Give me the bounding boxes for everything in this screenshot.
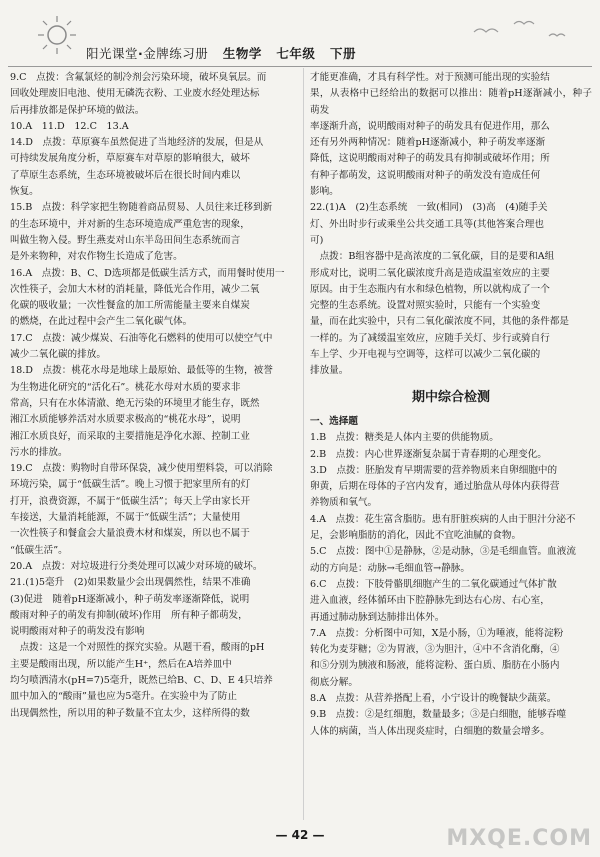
- text-line: 酸雨对种子的萌发有抑制(破坏)作用 所有种子都萌发，: [10, 609, 248, 621]
- text-line: 14.D 点拨：草原赛车虽然促进了当地经济的发展，但是从: [10, 137, 264, 149]
- column-divider: [303, 68, 304, 820]
- text-line: 的燃烧，在此过程中会产生二氧化碳气体。: [10, 316, 193, 328]
- text-line: 10.A 11.D 12.C 13.A: [10, 120, 129, 132]
- text-line: 可): [310, 234, 324, 246]
- text-line: 和⑤分别为胰液和肠液，能将淀粉、蛋白质、脂肪在小肠内: [310, 660, 560, 672]
- text-line: 5.C 点拨：图中①是静脉，②是动脉，③是毛细血管。血液流: [310, 546, 576, 558]
- text-line: 一次性筷子和餐盒会大量浪费木材和煤炭，所以也不属于: [10, 528, 250, 540]
- text-line: 点拨：B组容器中是高浓度的二氧化碳，目的是要和A组: [310, 251, 555, 263]
- text-line: 再通过肺动脉到达肺排出体外。: [310, 611, 445, 623]
- text-line: 均匀喷洒清水(pH=7)5毫升，既然已给B、C、D、E 4只培养: [10, 674, 273, 686]
- text-line: 才能更准确，才具有科学性。对于预测可能出现的实验结: [310, 72, 550, 83]
- text-line: “低碳生活”。: [10, 544, 68, 556]
- text-line: 可持续发展角度分析，草原赛车对草原的影响很大，破坏: [10, 153, 250, 165]
- text-line: 22.(1)A (2)生态系统 一致(相同) (3)高 (4)随手关: [310, 202, 548, 214]
- text-line: 是外来物种，对农作物生长造成了危害。: [10, 251, 183, 263]
- header-brand: 阳光课堂: [86, 46, 139, 61]
- text-line: 9.B 点拨：②是红细胞，数量最多；③是白细胞，能够吞噬: [310, 709, 567, 721]
- text-line: 污水的排放。: [10, 446, 68, 458]
- text-line: 出现偶然性，所以用的种子数量不宜太少，这样所得的数: [10, 707, 250, 719]
- text-line: 原因。由于生态瓶内有水和绿色植物，所以就构成了一个: [310, 283, 550, 295]
- right-column: [310, 70, 592, 740]
- header-series: 金牌练习册: [143, 46, 209, 61]
- header-title: 阳光课堂·金牌练习册 生物学 七年级 下册: [86, 46, 357, 61]
- text-line: 主要是酸雨出现，所以能产生H⁺，然后在A培养皿中: [10, 658, 232, 670]
- text-line: 16.A 点拨：B、C、D选项都是低碳生活方式，而用餐时使用一: [10, 267, 285, 279]
- text-line: 湘江水质能够养活对水质要求极高的“桃花水母”，说明: [10, 414, 241, 426]
- text-line: 形成对比，说明二氧化碳浓度升高是造成温室效应的主要: [310, 267, 550, 279]
- text-line: 人体的病菌，当人体出现炎症时，白细胞的数量会增多。: [310, 725, 550, 737]
- text-line: 进入血液，经体循环由下腔静脉先到达右心房、右心室，: [310, 595, 550, 607]
- text-line: 化碳的吸收量；一次性餐盒的加工所需能量主要来自煤炭: [10, 300, 250, 312]
- text-line: 点拨：这是一个对照性的探究实验。从题干看，酸雨的pH: [10, 642, 265, 654]
- header-rule: [8, 66, 592, 67]
- text-line: 足，会影响脂肪的消化，因此不宜吃油腻的食物。: [310, 530, 522, 542]
- text-line: 1.B 点拨：糖类是人体内主要的供能物质。: [310, 432, 499, 444]
- text-line: 转化为麦芽糖；②为胃液，③为胆汁，④中不含消化酶，④: [310, 644, 560, 656]
- text-line: 回收处理废旧电池、使用无磷洗衣粉、工业废水经处理达标: [10, 88, 260, 100]
- header-grade: 七年级: [276, 46, 316, 61]
- text-line: (3)促进 随着pH逐渐减小，种子萌发率逐渐降低，说明: [10, 593, 250, 605]
- text-line: 排放量。: [310, 365, 349, 377]
- text-line: 21.(1)5毫升 (2)如果数量少会出现偶然性，结果不准确: [10, 577, 251, 589]
- text-line: 动的方向是：动脉→毛细血管→静脉。: [310, 562, 470, 574]
- text-line: 皿中加入的“酸雨”量也应为5毫升。在实验中为了防止: [10, 691, 237, 703]
- text-line: 降低，这说明酸雨对种子的萌发具有抑制或破坏作用；所: [310, 153, 550, 165]
- page-header: [8, 6, 592, 64]
- text-line: 15.B 点拨：科学家把生物随着商品贸易、人员往来迁移到新: [10, 202, 273, 214]
- text-line: 车接送，大量消耗能源，不属于“低碳生活”；大量使用: [10, 512, 241, 524]
- text-line: 一样的。为了减缓温室效应，应随手关灯、步行或骑自行: [310, 332, 550, 344]
- text-line: 环境污染，属于“低碳生活”。晚上习惯于把家里所有的灯: [10, 479, 251, 491]
- subsection-title: 一、选择题: [310, 415, 358, 427]
- section-title: 期中综合检测: [411, 389, 490, 405]
- text-line: 的生态环境中，并对新的生态环境造成严重危害的现象，: [10, 218, 250, 230]
- left-column: [10, 70, 300, 722]
- page-number: — 42 —: [275, 828, 325, 842]
- text-line: 还有另外两种情况：随着pH逐渐减小，种子萌发率逐渐: [310, 137, 546, 149]
- birds-decoration-icon: [464, 12, 584, 58]
- text-line: 彻底分解。: [310, 676, 358, 688]
- text-line: 9.C 点拨：含氟氯烃的制冷剂会污染环境，破坏臭氧层。而: [10, 72, 267, 83]
- text-line: 果，从表格中已经给出的数据可以推出：随着pH逐渐减小，种子萌发: [310, 88, 592, 116]
- text-line: 了草原生态系统，生态环境被破坏后在很长时间内难以: [10, 169, 241, 181]
- text-line: 打开，浪费资源，不属于“低碳生活”；每天上学由家长开: [10, 495, 251, 507]
- text-line: 减少二氧化碳的排放。: [10, 349, 106, 361]
- text-line: 卵黄，后期在母体的子宫内发育，通过胎盘从母体内获得营: [310, 481, 560, 493]
- text-line: 说明酸雨对种子的萌发没有影响: [10, 626, 145, 638]
- text-line: 4.A 点拨：花生富含脂肪。患有肝脏疾病的人由于胆汁分泌不: [310, 513, 576, 525]
- text-line: 7.A 点拨：分析图中可知，X是小肠，①为唾液，能将淀粉: [310, 627, 564, 639]
- text-line: 17.C 点拨：减少煤炭、石油等化石燃料的使用可以使空气中: [10, 332, 273, 344]
- text-line: 湘江水质良好，而采取的主要措施是净化水源、控制工业: [10, 430, 250, 442]
- text-line: 恢复。: [10, 186, 39, 198]
- text-line: 灯、外出时步行或乘坐公共交通工具等(其他答案合理也: [310, 218, 544, 230]
- text-line: 完整的生态系统。设置对照实验时，只能有一个实验变: [310, 300, 541, 312]
- text-line: 19.C 点拨：购物时自带环保袋，减少使用塑料袋，可以消除: [10, 463, 273, 475]
- text-line: 次性筷子，会加大木材的消耗量，降低光合作用，减少二氧: [10, 283, 260, 295]
- text-line: 8.A 点拨：从营养搭配上看，小宁设计的晚餐缺少蔬菜。: [310, 692, 557, 704]
- text-line: 6.C 点拨：下肢骨骼肌细胞产生的二氧化碳通过气体扩散: [310, 578, 557, 590]
- text-line: 后再排放都是保护环境的做法。: [10, 104, 145, 116]
- text-line: 20.A 点拨：对垃圾进行分类处理可以减少对环境的破坏。: [10, 560, 263, 572]
- text-line: 2.B 点拨：内心世界逐渐复杂属于青春期的心理变化。: [310, 448, 547, 460]
- text-line: 率逐渐升高，说明酸雨对种子的萌发具有促进作用，那么: [310, 120, 550, 132]
- text-line: 影响。: [310, 186, 339, 198]
- text-line: 18.D 点拨：桃花水母是地球上最原始、最低等的生物，被誉: [10, 365, 273, 377]
- text-line: 常高，只有在水体清澈、绝无污染的环境里才能生存，既然: [10, 397, 260, 409]
- header-volume: 下册: [330, 46, 357, 61]
- text-line: 量，而在此实验中，只有二氧化碳浓度不同，其他的条件都是: [310, 316, 570, 328]
- text-line: 3.D 点拨：胚胎发育早期需要的营养物质来自卵细胞中的: [310, 464, 558, 476]
- text-line: 叫做生物入侵。野生燕麦对山东半岛田间生态系统而言: [10, 234, 241, 246]
- midterm-answers: [310, 430, 592, 740]
- watermark-logo: MXQE.COM: [446, 826, 592, 851]
- text-line: 为生物进化研究的“活化石”。桃花水母对水质的要求非: [10, 381, 241, 393]
- sun-logo-icon: [34, 12, 80, 58]
- answers-continued: [310, 70, 592, 380]
- header-subject: 生物学: [222, 46, 262, 61]
- text-line: 养物质和氧气。: [310, 497, 378, 509]
- text-line: 有种子都萌发，这说明酸雨对种子的萌发没有造成任何: [310, 169, 541, 181]
- text-line: 车上学、少开电视与空调等，这样可以减少二氧化碳的: [310, 349, 541, 361]
